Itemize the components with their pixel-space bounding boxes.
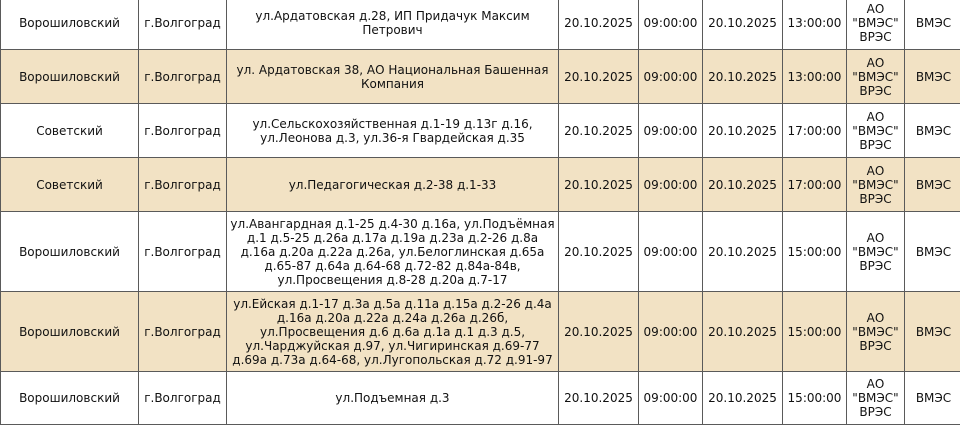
city-cell: г.Волгоград xyxy=(139,50,227,104)
district-cell: Ворошиловский xyxy=(1,50,139,104)
end-time-cell: 15:00:00 xyxy=(783,292,847,372)
end-date-cell: 20.10.2025 xyxy=(703,104,783,158)
start-date-cell: 20.10.2025 xyxy=(559,50,639,104)
network-cell: ВМЭС xyxy=(905,158,960,212)
organization-cell: АО "ВМЭС" ВРЭС xyxy=(847,212,905,292)
address-cell: ул.Ардатовская д.28, ИП Придачук Максим Петрович xyxy=(227,0,559,50)
start-date-cell: 20.10.2025 xyxy=(559,212,639,292)
address-cell: ул.Подъемная д.3 xyxy=(227,372,559,425)
table-row xyxy=(1,372,960,425)
start-date-cell: 20.10.2025 xyxy=(559,292,639,372)
network-cell: ВМЭС xyxy=(905,50,960,104)
address-cell: ул.Педагогическая д.2-38 д.1-33 xyxy=(227,158,559,212)
end-date-cell: 20.10.2025 xyxy=(703,372,783,425)
network-cell: ВМЭС xyxy=(905,0,960,50)
city-cell: г.Волгоград xyxy=(139,158,227,212)
organization-cell: АО "ВМЭС" ВРЭС xyxy=(847,104,905,158)
start-time-cell: 09:00:00 xyxy=(639,158,703,212)
district-cell: Ворошиловский xyxy=(1,292,139,372)
start-date-cell: 20.10.2025 xyxy=(559,372,639,425)
start-time-cell: 09:00:00 xyxy=(639,212,703,292)
network-cell: ВМЭС xyxy=(905,292,960,372)
end-time-cell: 15:00:00 xyxy=(783,212,847,292)
network-cell: ВМЭС xyxy=(905,212,960,292)
start-date-cell: 20.10.2025 xyxy=(559,158,639,212)
district-cell: Советский xyxy=(1,104,139,158)
end-date-cell: 20.10.2025 xyxy=(703,292,783,372)
city-cell: г.Волгоград xyxy=(139,372,227,425)
start-time-cell: 09:00:00 xyxy=(639,50,703,104)
start-date-cell: 20.10.2025 xyxy=(559,104,639,158)
district-cell: Советский xyxy=(1,158,139,212)
table-row xyxy=(1,292,960,372)
organization-cell: АО "ВМЭС" ВРЭС xyxy=(847,158,905,212)
end-time-cell: 17:00:00 xyxy=(783,158,847,212)
end-time-cell: 13:00:00 xyxy=(783,50,847,104)
start-time-cell: 09:00:00 xyxy=(639,0,703,50)
city-cell: г.Волгоград xyxy=(139,0,227,50)
table-row xyxy=(1,158,960,212)
table-row xyxy=(1,212,960,292)
address-cell: ул. Ардатовская 38, АО Национальная Башенная Компания xyxy=(227,50,559,104)
address-cell: ул.Авангардная д.1-25 д.4-30 д.16а, ул.Подъёмная д.1 д.5-25 д.26а д.17а д.19а д.23а д.2-26 д.8а д.16а д.20а д.22а д.26а, ул.Белоглинская д.65а д.65-87 д.64а д.64-68 д.72-82 д.84а-84в, ул.Просвещения д.8-28 д.20а д.7-17 xyxy=(227,212,559,292)
district-cell: Ворошиловский xyxy=(1,212,139,292)
city-cell: г.Волгоград xyxy=(139,292,227,372)
city-cell: г.Волгоград xyxy=(139,212,227,292)
end-time-cell: 15:00:00 xyxy=(783,372,847,425)
end-date-cell: 20.10.2025 xyxy=(703,158,783,212)
organization-cell: АО "ВМЭС" ВРЭС xyxy=(847,0,905,50)
city-cell: г.Волгоград xyxy=(139,104,227,158)
address-cell: ул.Ейская д.1-17 д.3а д.5а д.11а д.15а д.2-26 д.4а д.16а д.20а д.22а д.24а д.26а д.26б, ул.Просвещения д.6 д.6а д.1а д.1 д.3 д.5, ул.Чарджуйская д.97, ул.Чигиринская д.69-77 д.69а д.73а д.64-68, ул.Лугопольская д.72 д.91-97 xyxy=(227,292,559,372)
network-cell: ВМЭС xyxy=(905,372,960,425)
end-date-cell: 20.10.2025 xyxy=(703,0,783,50)
organization-cell: АО "ВМЭС" ВРЭС xyxy=(847,372,905,425)
district-cell: Ворошиловский xyxy=(1,0,139,50)
end-date-cell: 20.10.2025 xyxy=(703,50,783,104)
table-row xyxy=(1,50,960,104)
organization-cell: АО "ВМЭС" ВРЭС xyxy=(847,50,905,104)
start-time-cell: 09:00:00 xyxy=(639,372,703,425)
start-time-cell: 09:00:00 xyxy=(639,292,703,372)
end-time-cell: 17:00:00 xyxy=(783,104,847,158)
end-time-cell: 13:00:00 xyxy=(783,0,847,50)
address-cell: ул.Сельскохозяйственная д.1-19 д.13г д.16, ул.Леонова д.3, ул.36-я Гвардейская д.35 xyxy=(227,104,559,158)
district-cell: Ворошиловский xyxy=(1,372,139,425)
organization-cell: АО "ВМЭС" ВРЭС xyxy=(847,292,905,372)
table-row xyxy=(1,104,960,158)
start-time-cell: 09:00:00 xyxy=(639,104,703,158)
start-date-cell: 20.10.2025 xyxy=(559,0,639,50)
table-row xyxy=(1,0,960,50)
end-date-cell: 20.10.2025 xyxy=(703,212,783,292)
network-cell: ВМЭС xyxy=(905,104,960,158)
